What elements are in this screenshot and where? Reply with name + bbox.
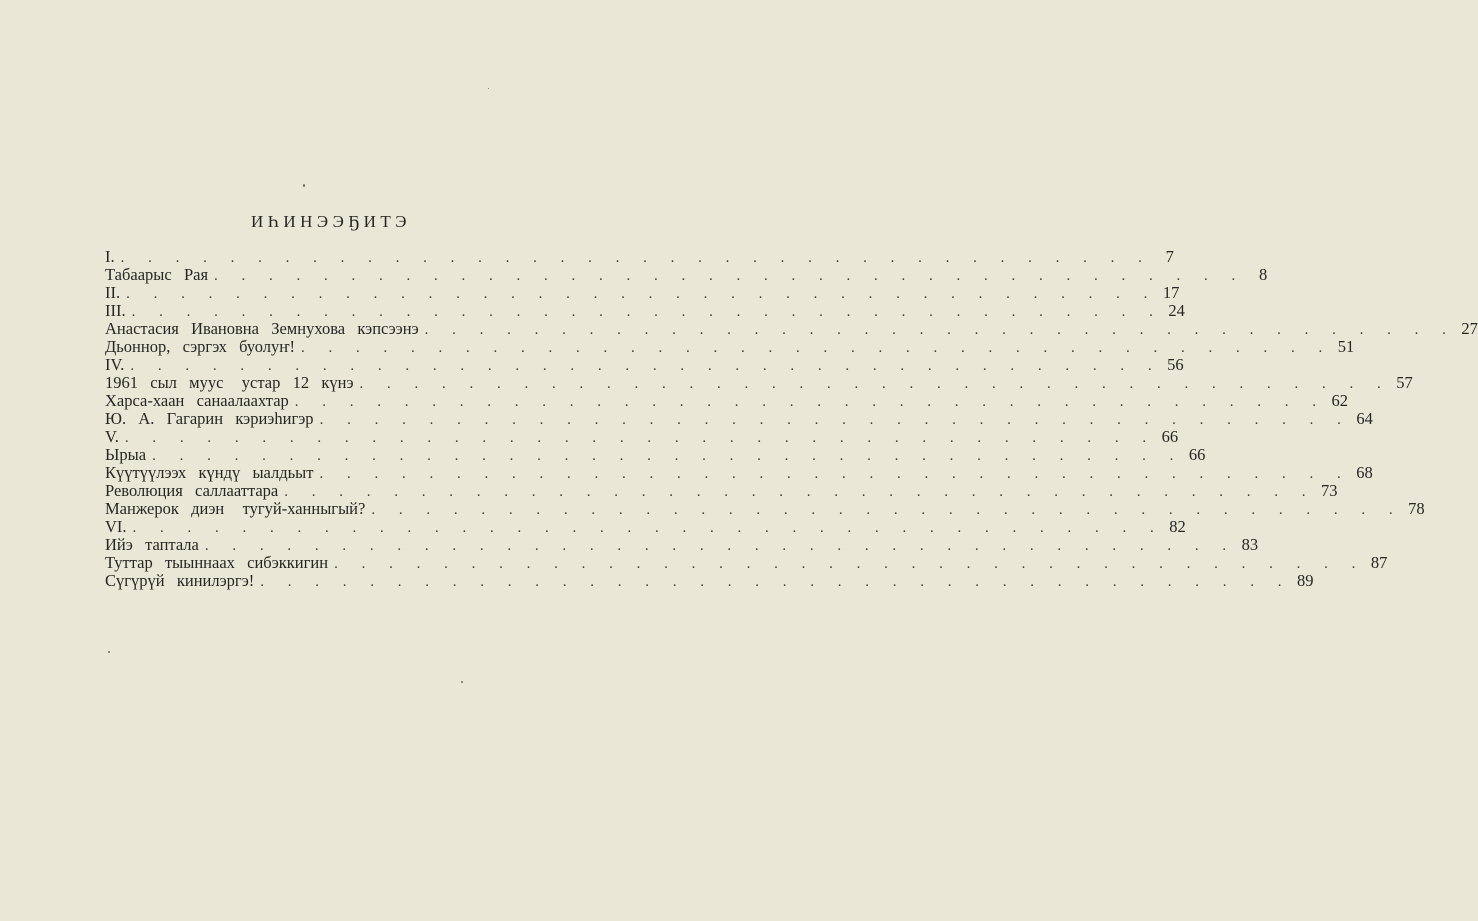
toc-entry	[105, 355, 1184, 374]
toc-entry	[105, 301, 1185, 320]
toc-entry-title: III.	[105, 301, 126, 320]
toc-dot-leader: . . . . . . . . . . . . . . . . . . . . . . . . . . . . . . . . . . . . . .	[301, 340, 1333, 356]
toc-entry-title: Туттар тыыннаах сибэккигин	[105, 553, 329, 572]
toc-page-number: 8	[1259, 265, 1268, 284]
toc-entry	[105, 409, 1373, 428]
toc-dot-leader: . . . . . . . . . . . . . . . . . . . . . . . . . . . . . . . . . . . . . .	[260, 574, 1292, 590]
toc-entry	[105, 337, 1355, 356]
toc-entry	[105, 481, 1338, 500]
toc-entry-title: Ырыа	[105, 445, 147, 464]
page-title: ИҺИНЭЭҔИТЭ	[251, 212, 411, 231]
toc-entry-title: Табаарыс Рая	[105, 265, 209, 284]
toc-entry	[105, 283, 1180, 302]
toc-dot-leader: . . . . . . . . . . . . . . . . . . . . . . . . . . . . . . . . . . . . . .	[284, 484, 1316, 500]
toc-dot-leader: . . . . . . . . . . . . . . . . . . . . . . . . . . . . . . . . . . . . . .	[319, 466, 1351, 482]
toc-entry	[105, 391, 1349, 410]
toc-entry-title: Революция саллааттара	[105, 481, 279, 500]
toc-dot-leader: . . . . . . . . . . . . . . . . . . . . . . . . . . . . . . . . . . . . . .	[214, 268, 1246, 284]
toc-page-number: 73	[1321, 481, 1338, 500]
toc-dot-leader: . . . . . . . . . . . . . . . . . . . . . . . . . . . . . . . . . . . . . .	[130, 358, 1162, 374]
paper-speck	[303, 184, 305, 187]
toc-entry	[105, 571, 1314, 590]
toc-dot-leader: . . . . . . . . . . . . . . . . . . . . . . . . . . . . . . . . . . . . . .	[120, 250, 1152, 266]
toc-entry-title: Манжерок диэн тугуй-ханныгый?	[105, 499, 366, 518]
toc-dot-leader: . . . . . . . . . . . . . . . . . . . . . . . . . . . . . . . . . . . . . .	[204, 538, 1237, 554]
toc-entry	[105, 265, 1268, 284]
toc-page-number: 68	[1356, 463, 1373, 482]
toc-entry	[105, 427, 1179, 446]
toc-entry	[105, 553, 1388, 572]
toc-entry-title: Харса-хаан санаалаахтар	[105, 391, 289, 410]
paper-speck	[108, 651, 110, 653]
toc-entry	[105, 445, 1206, 464]
toc-entry-title: Сүгүрүй кинилэргэ!	[105, 571, 255, 590]
toc-dot-leader: . . . . . . . . . . . . . . . . . . . . . . . . . . . . . . . . . . . . . .	[424, 322, 1456, 338]
toc-page-number: 62	[1331, 391, 1349, 410]
toc-dot-leader: . . . . . . . . . . . . . . . . . . . . . . . . . . . . . . . . . . . . . .	[334, 556, 1366, 572]
toc-page-number: 89	[1297, 571, 1314, 590]
toc-dot-leader: . . . . . . . . . . . . . . . . . . . . . . . . . . . . . . . . . . . . . .	[359, 376, 1391, 392]
toc-dot-leader: . . . . . . . . . . . . . . . . . . . . . . . . . . . . . . . . . . . . . .	[152, 448, 1184, 464]
toc-page-number: 17	[1162, 283, 1180, 302]
toc-page-number: 66	[1161, 427, 1179, 446]
toc-page-number: 83	[1241, 535, 1259, 554]
toc-page-number: 82	[1169, 517, 1186, 536]
toc-entry-title: Ю. А. Гагарин кэриэһигэр	[105, 409, 314, 428]
paper-speck	[461, 681, 463, 683]
toc-entry-title: Ийэ таптала	[105, 535, 199, 554]
toc-entry	[105, 535, 1259, 554]
toc-dot-leader: . . . . . . . . . . . . . . . . . . . . . . . . . . . . . . . . . . . . . .	[319, 412, 1351, 428]
toc-page-number: 27	[1461, 319, 1478, 338]
toc-dot-leader: . . . . . . . . . . . . . . . . . . . . . . . . . . . . . . . . . . . . . .	[132, 520, 1164, 536]
toc-entry	[105, 319, 1478, 338]
toc-entry-title: Анастасия Ивановна Земнухова кэпсээнэ	[105, 319, 419, 338]
toc-entry	[105, 463, 1373, 482]
toc-page-number: 56	[1167, 355, 1184, 374]
toc-dot-leader: . . . . . . . . . . . . . . . . . . . . . . . . . . . . . . . . . . . . . .	[124, 430, 1157, 446]
toc-entry	[105, 373, 1413, 392]
toc-entry-title: II.	[105, 283, 121, 302]
toc-entry-title: Күүтүүлээх күндү ыалдьыт	[105, 463, 314, 482]
table-of-contents	[105, 247, 1478, 590]
paper-speck	[488, 88, 489, 89]
toc-page-number: 24	[1168, 301, 1185, 320]
toc-entry-title: Дьоннор, сэргэх буолуҥ!	[105, 337, 296, 356]
toc-entry	[105, 499, 1425, 518]
toc-page-number: 7	[1165, 247, 1174, 266]
toc-entry-title: VI.	[105, 517, 127, 536]
toc-entry-title: 1961 сыл муус устар 12 күнэ	[105, 373, 354, 392]
toc-entry-title: I.	[105, 247, 115, 266]
toc-page-number: 64	[1356, 409, 1373, 428]
toc-dot-leader: . . . . . . . . . . . . . . . . . . . . . . . . . . . . . . . . . . . . . .	[294, 394, 1327, 410]
toc-entry-title: V.	[105, 427, 119, 446]
toc-page-number: 51	[1337, 337, 1355, 356]
toc-page-number: 87	[1370, 553, 1388, 572]
toc-dot-leader: . . . . . . . . . . . . . . . . . . . . . . . . . . . . . . . . . . . . . .	[131, 304, 1163, 320]
toc-dot-leader: . . . . . . . . . . . . . . . . . . . . . . . . . . . . . . . . . . . . . .	[371, 502, 1403, 518]
toc-entry	[105, 517, 1186, 536]
toc-page-number: 57	[1396, 373, 1413, 392]
toc-entry-title: IV.	[105, 355, 125, 374]
toc-entry	[105, 247, 1174, 266]
toc-dot-leader: . . . . . . . . . . . . . . . . . . . . . . . . . . . . . . . . . . . . . .	[126, 286, 1158, 302]
toc-page-number: 78	[1408, 499, 1425, 518]
toc-page-number: 66	[1188, 445, 1206, 464]
